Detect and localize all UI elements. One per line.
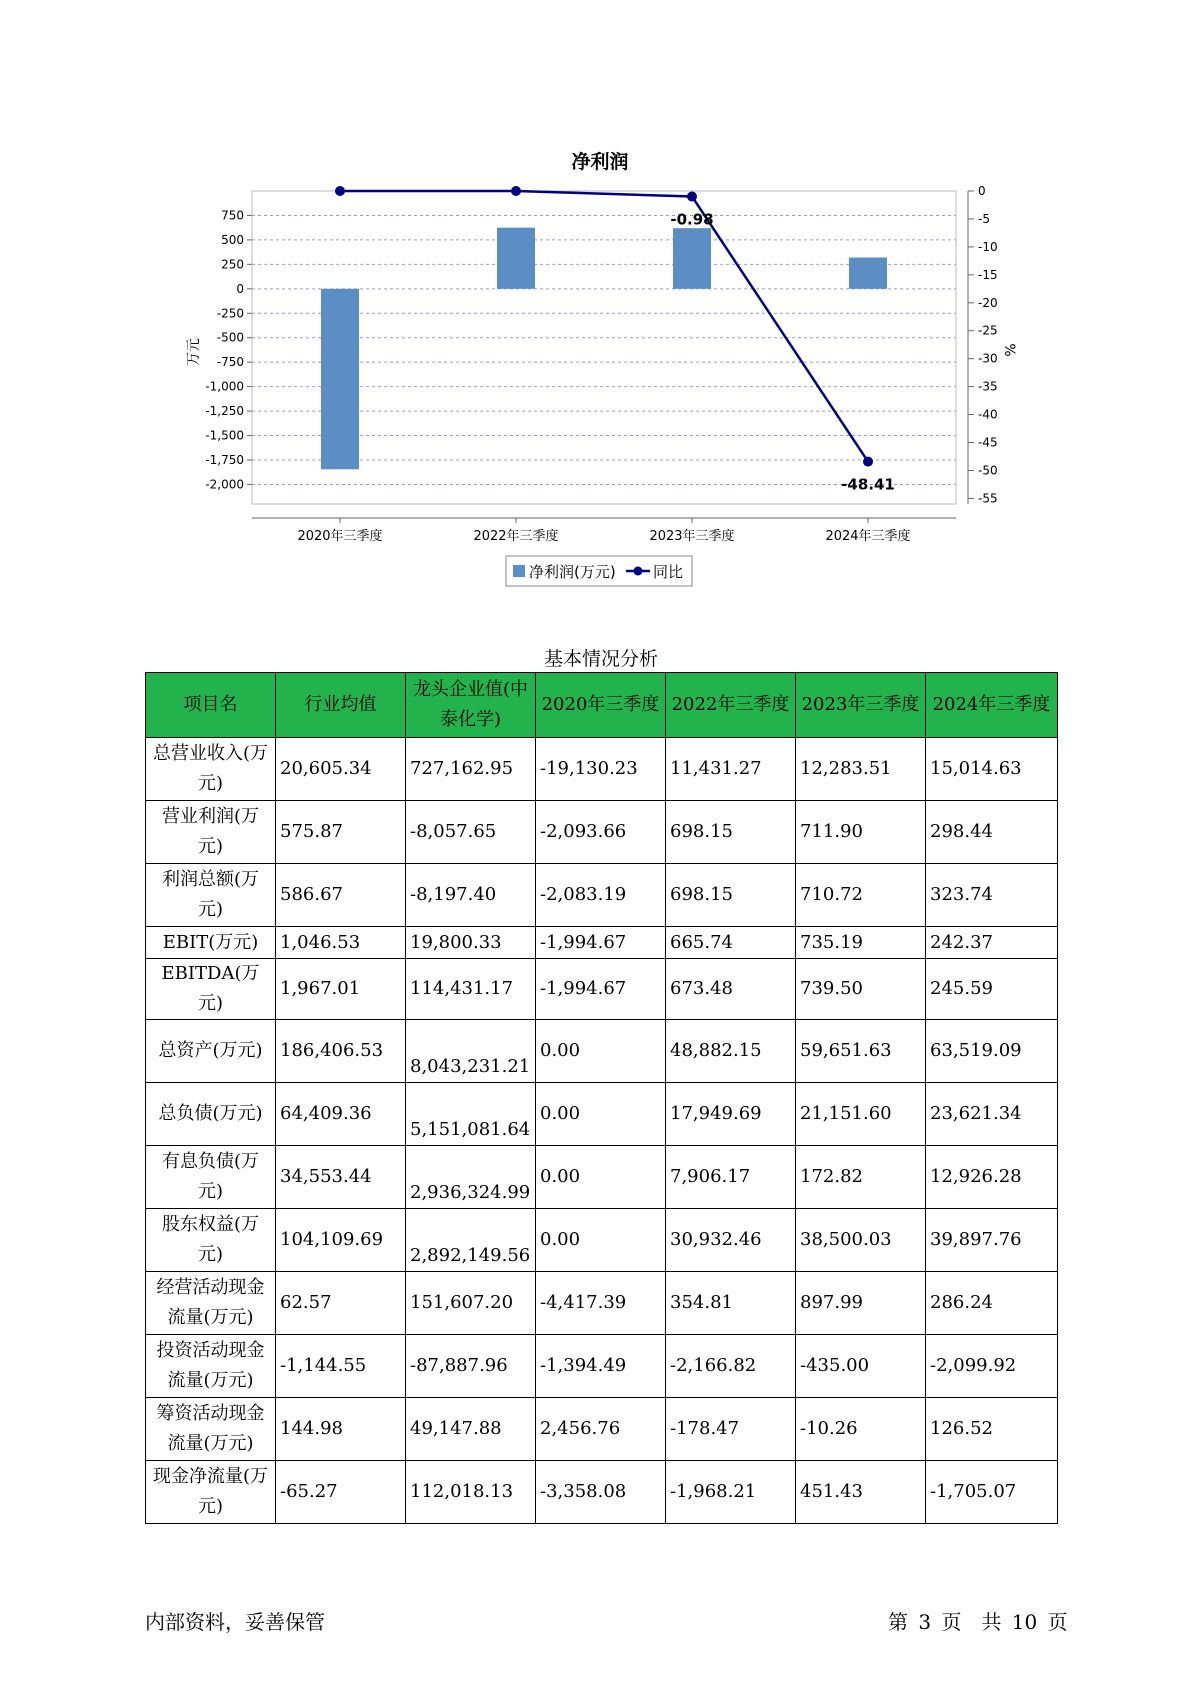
y-tick-label: -750 xyxy=(216,355,244,370)
table-cell: 49,147.88 xyxy=(406,1398,536,1461)
table-header-cell: 龙头企业值(中泰化学) xyxy=(406,673,536,738)
table-cell: -2,083.19 xyxy=(536,864,666,927)
bar xyxy=(673,228,711,289)
row-name-cell: 营业利润(万元) xyxy=(146,801,276,864)
table-cell: -1,994.67 xyxy=(536,959,666,1020)
y2-tick-label: -20 xyxy=(978,295,998,310)
table-row xyxy=(146,1083,1058,1146)
table-cell: -65.27 xyxy=(276,1461,406,1524)
table-cell: 12,926.28 xyxy=(926,1146,1058,1209)
y2-tick-label: -55 xyxy=(978,491,998,506)
y-tick-label: 250 xyxy=(221,257,244,272)
table-title: 基本情况分析 xyxy=(543,648,658,670)
table-header-cell: 项目名 xyxy=(146,673,276,738)
table-row xyxy=(146,927,1058,959)
table-cell: -4,417.39 xyxy=(536,1272,666,1335)
table-row xyxy=(146,959,1058,1020)
table-cell: 126.52 xyxy=(926,1398,1058,1461)
table-cell: 59,651.63 xyxy=(796,1020,926,1083)
table-cell: 151,607.20 xyxy=(406,1272,536,1335)
x-tick-label: 2023年三季度 xyxy=(649,529,735,544)
table-cell: -435.00 xyxy=(796,1335,926,1398)
table-cell: 286.24 xyxy=(926,1272,1058,1335)
table-cell: 897.99 xyxy=(796,1272,926,1335)
table-cell: 739.50 xyxy=(796,959,926,1020)
table-row xyxy=(146,1335,1058,1398)
table-cell: -87,887.96 xyxy=(406,1335,536,1398)
line-series xyxy=(335,186,873,467)
table-cell: 8,043,231.21 xyxy=(406,1020,536,1083)
y2-axis-label: % xyxy=(1001,343,1017,357)
y-tick-label: -1,500 xyxy=(205,428,244,443)
x-axis xyxy=(252,518,956,544)
table-cell: 575.87 xyxy=(276,801,406,864)
table-cell: 0.00 xyxy=(536,1083,666,1146)
table-cell: 23,621.34 xyxy=(926,1083,1058,1146)
table-cell: 245.59 xyxy=(926,959,1058,1020)
legend-bar-swatch xyxy=(513,565,525,577)
table-cell: 21,151.60 xyxy=(796,1083,926,1146)
table-cell: 172.82 xyxy=(796,1146,926,1209)
y2-tick-label: -30 xyxy=(978,351,998,366)
line-point xyxy=(335,186,345,196)
table-header-cell: 2022年三季度 xyxy=(666,673,796,738)
table-cell: 1,046.53 xyxy=(276,927,406,959)
y2-tick-label: -40 xyxy=(978,407,998,422)
table-cell: 5,151,081.64 xyxy=(406,1083,536,1146)
table-cell: 112,018.13 xyxy=(406,1461,536,1524)
table-row xyxy=(146,1020,1058,1083)
table-cell: 673.48 xyxy=(666,959,796,1020)
legend xyxy=(506,556,692,586)
legend-label: 同比 xyxy=(653,563,684,581)
y2-tick-label: -25 xyxy=(978,323,998,338)
table-cell: 11,431.27 xyxy=(666,738,796,801)
table-cell: -178.47 xyxy=(666,1398,796,1461)
table-header-cell: 2024年三季度 xyxy=(926,673,1058,738)
table-cell: -1,994.67 xyxy=(536,927,666,959)
table-cell: 2,892,149.56 xyxy=(406,1209,536,1272)
y-tick-label: -1,250 xyxy=(205,404,244,419)
row-name-cell: 筹资活动现金流量(万元) xyxy=(146,1398,276,1461)
row-name-cell: 股东权益(万元) xyxy=(146,1209,276,1272)
bar xyxy=(321,289,359,469)
bar xyxy=(497,228,535,289)
table-cell: 727,162.95 xyxy=(406,738,536,801)
net-profit-chart xyxy=(0,0,1191,600)
y-tick-label: -2,000 xyxy=(205,477,244,492)
row-name-cell: 总资产(万元) xyxy=(146,1020,276,1083)
table-cell: 323.74 xyxy=(926,864,1058,927)
table-cell: 698.15 xyxy=(666,864,796,927)
table-cell: 354.81 xyxy=(666,1272,796,1335)
table-cell: -1,705.07 xyxy=(926,1461,1058,1524)
table-row xyxy=(146,1461,1058,1524)
table-cell: 298.44 xyxy=(926,801,1058,864)
table-cell: -1,968.21 xyxy=(666,1461,796,1524)
table-cell: 242.37 xyxy=(926,927,1058,959)
y-tick-label: -250 xyxy=(216,306,244,321)
table-cell: 34,553.44 xyxy=(276,1146,406,1209)
table-cell: 19,800.33 xyxy=(406,927,536,959)
table-cell: 665.74 xyxy=(666,927,796,959)
table-cell: 104,109.69 xyxy=(276,1209,406,1272)
table-cell: 711.90 xyxy=(796,801,926,864)
row-name-cell: 投资活动现金流量(万元) xyxy=(146,1335,276,1398)
table-cell: -2,099.92 xyxy=(926,1335,1058,1398)
data-label: -48.41 xyxy=(841,475,895,494)
row-name-cell: 总负债(万元) xyxy=(146,1083,276,1146)
table-cell: 451.43 xyxy=(796,1461,926,1524)
y-tick-label: -1,750 xyxy=(205,452,244,467)
table-row xyxy=(146,1209,1058,1272)
y2-tick-label: -15 xyxy=(978,267,998,282)
table-cell: 0.00 xyxy=(536,1209,666,1272)
line-point xyxy=(511,186,521,196)
table-cell: -1,144.55 xyxy=(276,1335,406,1398)
y2-tick-label: 0 xyxy=(978,184,986,198)
table-cell: -8,197.40 xyxy=(406,864,536,927)
x-tick-label: 2020年三季度 xyxy=(297,529,383,544)
table-cell: 586.67 xyxy=(276,864,406,927)
chart-title: 净利润 xyxy=(571,151,629,173)
y-tick-label: 750 xyxy=(221,208,244,223)
table-row xyxy=(146,1272,1058,1335)
x-tick-label: 2022年三季度 xyxy=(473,529,559,544)
table-cell: 15,014.63 xyxy=(926,738,1058,801)
table-row xyxy=(146,738,1058,801)
data-label: -0.98 xyxy=(670,210,714,229)
table-cell: 12,283.51 xyxy=(796,738,926,801)
table-cell: -10.26 xyxy=(796,1398,926,1461)
table-cell: -1,394.49 xyxy=(536,1335,666,1398)
table-cell: 698.15 xyxy=(666,801,796,864)
right-axis xyxy=(968,184,998,505)
y2-tick-label: -5 xyxy=(978,211,990,226)
footer-page-number: 第 3 页 共 10 页 xyxy=(888,1610,1068,1634)
table-cell: 63,519.09 xyxy=(926,1020,1058,1083)
table-cell: 2,456.76 xyxy=(536,1398,666,1461)
table-cell: 0.00 xyxy=(536,1146,666,1209)
table-cell: 38,500.03 xyxy=(796,1209,926,1272)
table-cell: 62.57 xyxy=(276,1272,406,1335)
bar-series xyxy=(321,228,887,470)
y2-tick-label: -50 xyxy=(978,463,998,478)
table-cell: -2,093.66 xyxy=(536,801,666,864)
footer-confidential: 内部资料，妥善保管 xyxy=(145,1610,325,1634)
y-tick-label: 0 xyxy=(236,281,244,296)
table-cell: -2,166.82 xyxy=(666,1335,796,1398)
row-name-cell: 利润总额(万元) xyxy=(146,864,276,927)
basic-analysis-table xyxy=(145,672,1058,1524)
table-row xyxy=(146,864,1058,927)
row-name-cell: 有息负债(万元) xyxy=(146,1146,276,1209)
y-tick-label: 500 xyxy=(221,232,244,247)
table-cell: 0.00 xyxy=(536,1020,666,1083)
table-cell: 48,882.15 xyxy=(666,1020,796,1083)
table-cell: 1,967.01 xyxy=(276,959,406,1020)
table-cell: 735.19 xyxy=(796,927,926,959)
bar xyxy=(849,258,887,289)
table-row xyxy=(146,801,1058,864)
table-cell: 7,906.17 xyxy=(666,1146,796,1209)
table-cell: 710.72 xyxy=(796,864,926,927)
table-cell: -19,130.23 xyxy=(536,738,666,801)
table-cell: 2,936,324.99 xyxy=(406,1146,536,1209)
table-cell: 64,409.36 xyxy=(276,1083,406,1146)
table-header-row xyxy=(146,673,1058,738)
table-header-cell: 2023年三季度 xyxy=(796,673,926,738)
table-cell: 39,897.76 xyxy=(926,1209,1058,1272)
row-name-cell: EBITDA(万元) xyxy=(146,959,276,1020)
table-cell: 144.98 xyxy=(276,1398,406,1461)
y-tick-label: -500 xyxy=(216,330,244,345)
y2-tick-label: -10 xyxy=(978,239,998,254)
table-cell: 114,431.17 xyxy=(406,959,536,1020)
y2-tick-label: -35 xyxy=(978,379,998,394)
table-cell: 186,406.53 xyxy=(276,1020,406,1083)
line-point xyxy=(863,457,873,467)
row-name-cell: 总营业收入(万元) xyxy=(146,738,276,801)
table-cell: -8,057.65 xyxy=(406,801,536,864)
row-name-cell: 经营活动现金流量(万元) xyxy=(146,1272,276,1335)
row-name-cell: EBIT(万元) xyxy=(146,927,276,959)
series-line xyxy=(340,191,868,462)
table-row xyxy=(146,1398,1058,1461)
legend-line-marker xyxy=(634,567,643,576)
y-tick-label: -1,000 xyxy=(205,379,244,394)
table-header-cell: 2020年三季度 xyxy=(536,673,666,738)
table-cell: -3,358.08 xyxy=(536,1461,666,1524)
legend-label: 净利润(万元) xyxy=(529,563,616,581)
y-axis-label: 万元 xyxy=(186,338,202,366)
y2-tick-label: -45 xyxy=(978,435,998,450)
row-name-cell: 现金净流量(万元) xyxy=(146,1461,276,1524)
table-header-cell: 行业均值 xyxy=(276,673,406,738)
x-tick-label: 2024年三季度 xyxy=(825,529,911,544)
table-cell: 17,949.69 xyxy=(666,1083,796,1146)
left-axis xyxy=(205,208,252,491)
table-cell: 30,932.46 xyxy=(666,1209,796,1272)
table-cell: 20,605.34 xyxy=(276,738,406,801)
table-row xyxy=(146,1146,1058,1209)
line-point xyxy=(687,191,697,201)
